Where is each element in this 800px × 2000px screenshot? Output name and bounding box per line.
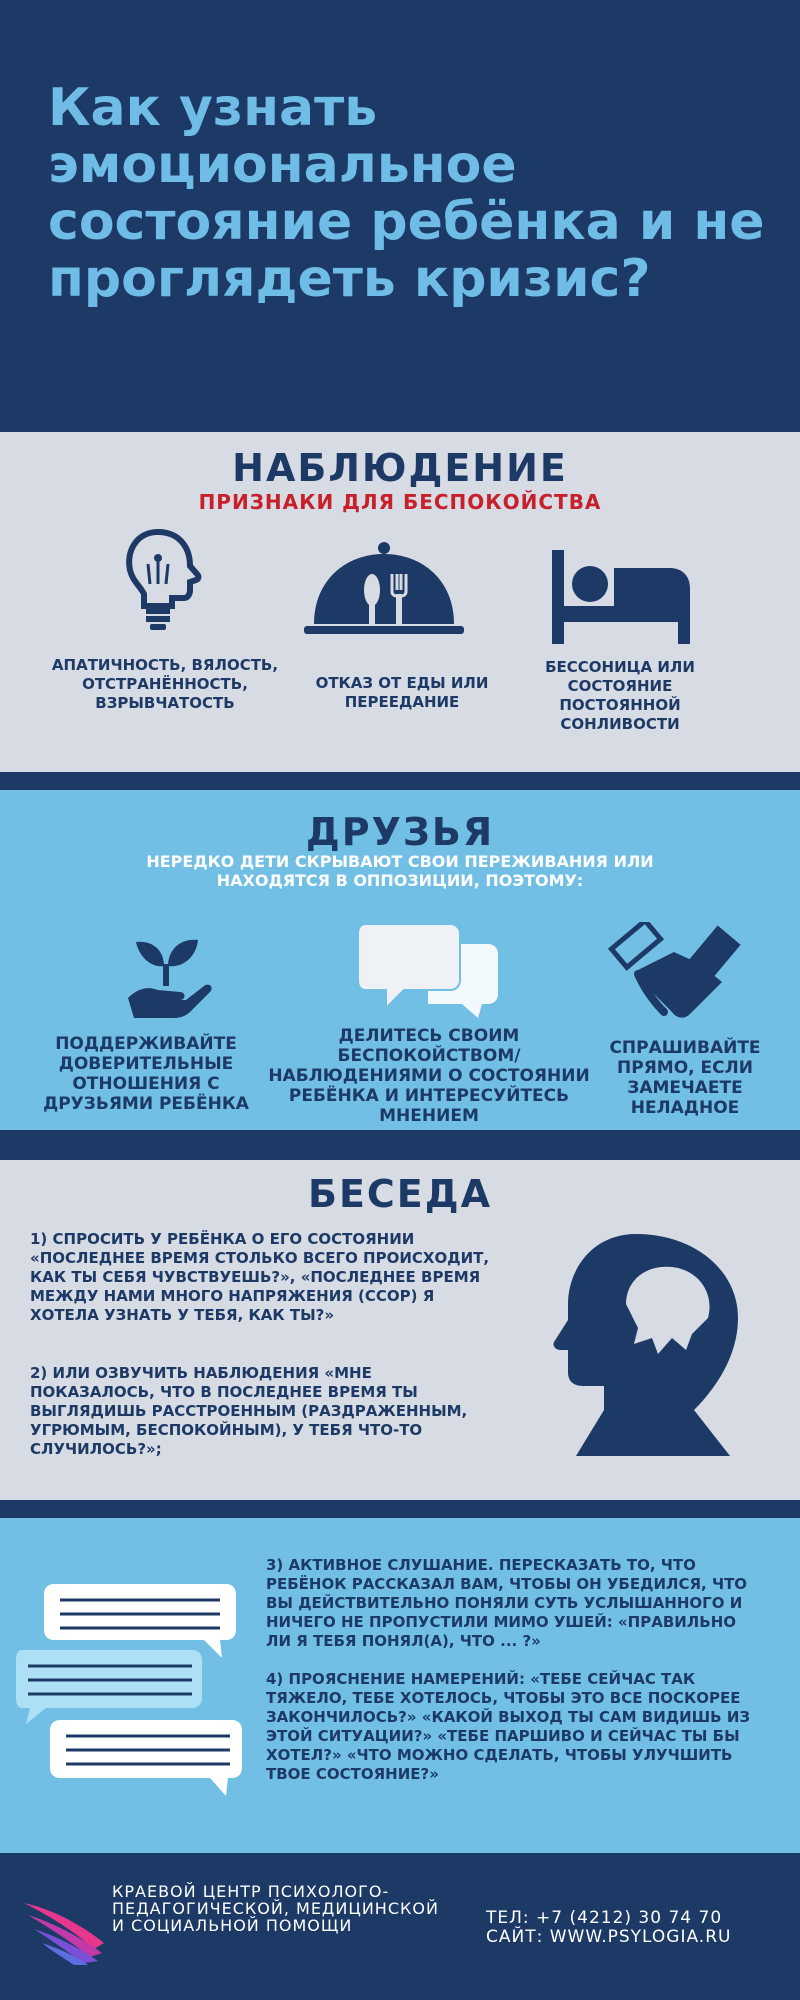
hero-section — [0, 0, 800, 432]
page-title: Как узнать эмоциональное состояние ребёнка и не проглядеть кризис? — [48, 78, 765, 309]
divider-band — [0, 1500, 800, 1518]
food-cloche-icon — [302, 540, 466, 638]
friends-subtitle: НЕРЕДКО ДЕТИ СКРЫВАЮТ СВОИ ПЕРЕЖИВАНИЯ ИЛИ НАХОДЯТСЯ В ОППОЗИЦИИ, ПОЭТОМУ: — [146, 852, 654, 890]
divider-band — [0, 772, 800, 790]
friends-item-share: ДЕЛИТЕСЬ СВОИМ БЕСПОКОЙСТВОМ/ НАБЛЮДЕНИЯМИ О СОСТОЯНИИ РЕБЁНКА И ИНТЕРЕСУЙТЕСЬ МНЕНИЕМ — [268, 1026, 590, 1126]
observation-item-food: ОТКАЗ ОТ ЕДЫ ИЛИ ПЕРЕЕДАНИЕ — [315, 674, 489, 711]
contact-info — [486, 1909, 731, 1947]
friends-item-ask: СПРАШИВАЙТЕ ПРЯМО, ЕСЛИ ЗАМЕЧАЕТЕ НЕЛАДНОЕ — [609, 1038, 761, 1118]
handshake-icon — [604, 922, 742, 1028]
talk-continued-section — [0, 1518, 800, 1853]
chat-messages-icon — [16, 1584, 242, 1806]
organization-name: КРАЕВОЙ ЦЕНТР ПСИХОЛОГО-ПЕДАГОГИЧЕСКОЙ, МЕДИЦИНСКОЙ И СОЦИАЛЬНОЙ ПОМОЩИ — [112, 1882, 439, 1935]
observation-subtitle: ПРИЗНАКИ ДЛЯ БЕСПОКОЙСТВА — [198, 490, 602, 514]
talk-paragraph-4: 4) ПРОЯСНЕНИЕ НАМЕРЕНИЙ: «ТЕБЕ СЕЙЧАС ТАК ТЯЖЕЛО, ТЕБЕ ХОТЕЛОСЬ, ЧТОБЫ ЭТО ВСЕ ПОСКОРЕЕ ЗАКОНЧИЛОСЬ?» «КАКОЙ ВЫХОД ТЫ САМ ВИДИШЬ ИЗ ЭТОЙ СИТУАЦИИ?» «ТЕБЕ ПАРШИВО И СЕЙЧАС ТЫ БЫ ХОТЕЛ?» «ЧТО МОЖНО СДЕЛАТЬ, ЧТОБЫ УЛУЧШИТЬ ТВОЕ СОСТОЯНИЕ?» — [266, 1670, 751, 1783]
footer — [0, 1853, 800, 2000]
talk-paragraph-1: 1) СПРОСИТЬ У РЕБЁНКА О ЕГО СОСТОЯНИИ «ПОСЛЕДНЕЕ ВРЕМЯ СТОЛЬКО ВСЕГО ПРОИСХОДИТ, КАК ТЫ СЕБЯ ЧУВСТВУЕШЬ?», «ПОСЛЕДНЕЕ ВРЕМЯ МЕЖДУ НАМИ МНОГО НАПРЯЖЕНИЯ (ССОР) Я ХОТЕЛА УЗНАТЬ У ТЕБЯ, КАК ТЫ?» — [30, 1230, 490, 1324]
talk-section — [0, 1160, 800, 1500]
head-profile-icon — [552, 1234, 738, 1456]
divider-band — [0, 1130, 800, 1160]
bed-icon — [552, 550, 690, 644]
observation-section — [0, 432, 800, 772]
friends-item-trust: ПОДДЕРЖИВАЙТЕ ДОВЕРИТЕЛЬНЫЕ ОТНОШЕНИЯ С ДРУЗЬЯМИ РЕБЁНКА — [43, 1034, 249, 1114]
friends-section — [0, 790, 800, 1130]
wing-logo-icon — [24, 1903, 106, 1965]
hand-sprout-icon — [124, 928, 214, 1020]
talk-paragraph-3: 3) АКТИВНОЕ СЛУШАНИЕ. ПЕРЕСКАЗАТЬ ТО, ЧТО РЕБЁНОК РАССКАЗАЛ ВАМ, ЧТОБЫ ОН УБЕДИЛСЯ, ЧТО ВЫ ДЕЙСТВИТЕЛЬНО ПОНЯЛИ СУТЬ УСЛЫШАННОГО И НИЧЕГО НЕ ПРОПУСТИЛИ МИМО УШЕЙ: «ПРАВИЛЬНО ЛИ Я ТЕБЯ ПОНЯЛ(А), ЧТО ... ?» — [266, 1556, 748, 1650]
website-link[interactable]: САЙТ: WWW.PSYLOGIA.RU — [486, 1927, 732, 1947]
head-lightbulb-icon — [118, 524, 208, 634]
chat-bubbles-icon — [358, 924, 500, 1020]
talk-title: БЕСЕДА — [307, 1172, 493, 1216]
friends-title: ДРУЗЬЯ — [305, 810, 495, 854]
talk-paragraph-2: 2) ИЛИ ОЗВУЧИТЬ НАБЛЮДЕНИЯ «МНЕ ПОКАЗАЛОСЬ, ЧТО В ПОСЛЕДНЕЕ ВРЕМЯ ТЫ ВЫГЛЯДИШЬ РАССТРОЕННЫМ (РАЗДРАЖЕННЫМ, УГРЮМЫМ, БЕСПОКОЙНЫМ), У ТЕБЯ ЧТО-ТО СЛУЧИЛОСЬ?»; — [30, 1364, 468, 1458]
observation-item-apathy: АПАТИЧНОСТЬ, ВЯЛОСТЬ, ОТСТРАНЁННОСТЬ, ВЗРЫВЧАТОСТЬ — [51, 656, 279, 712]
observation-title: НАБЛЮДЕНИЕ — [232, 446, 568, 490]
observation-item-sleep: БЕССОНИЦА ИЛИ СОСТОЯНИЕ ПОСТОЯННОЙ СОНЛИВОСТИ — [545, 658, 695, 733]
phone-number[interactable]: ТЕЛ: +7 (4212) 30 74 70 — [486, 1908, 723, 1928]
